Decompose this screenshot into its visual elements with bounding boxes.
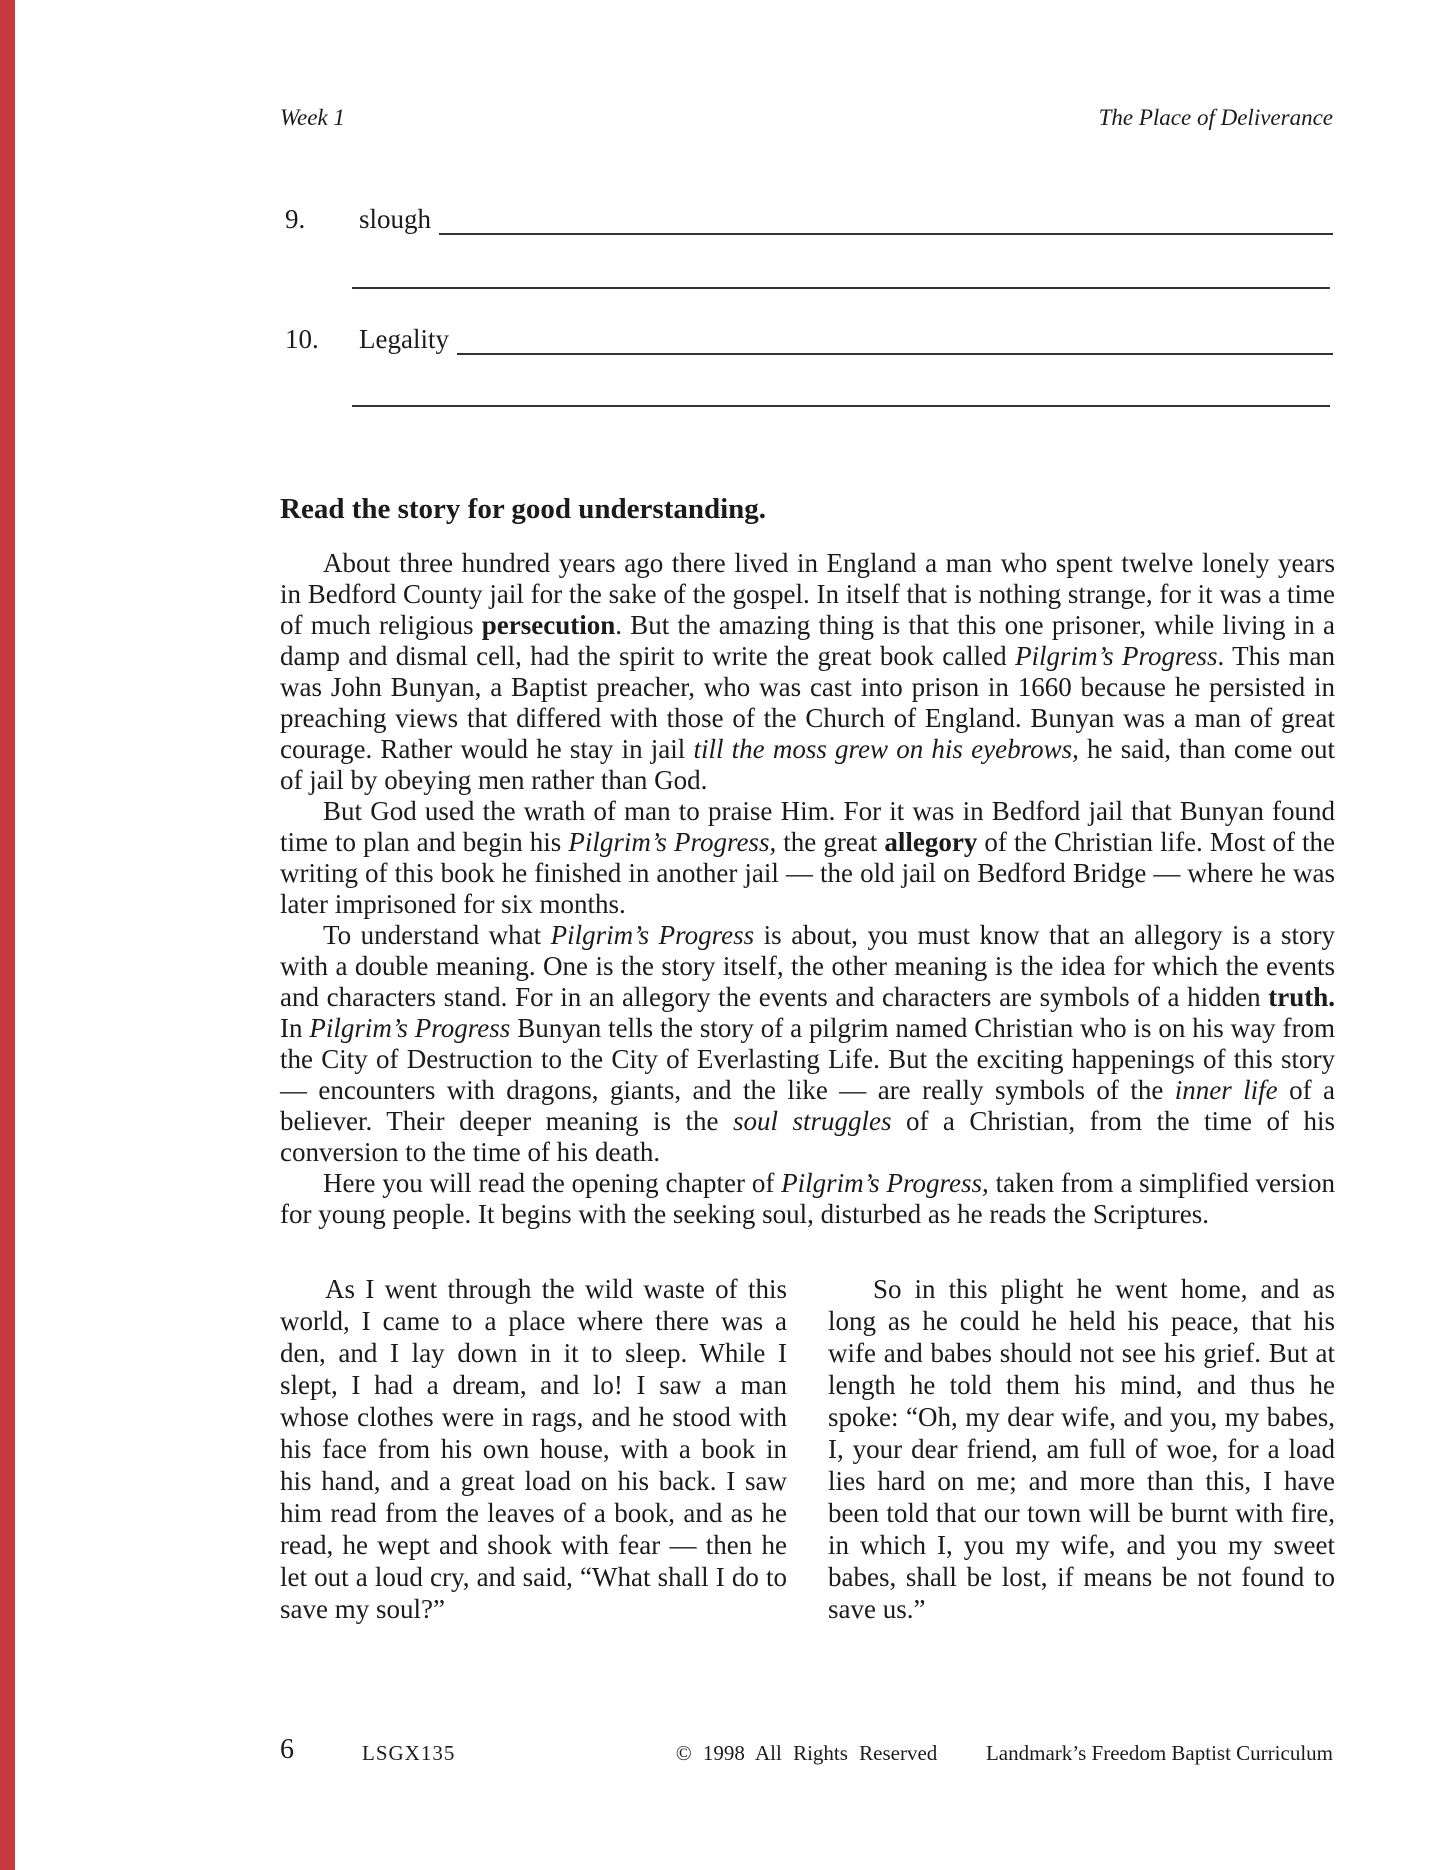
- story-paragraph-3: To understand what Pilgrim’s Progress is about, you must know that an allegory is a story with a double meaning. One is the story itself, the other meaning is the idea for which the events and characters stand. For in an allegory the events and characters are symbols of a hidden truth. In Pilgrim’s Progress Bunyan tells the story of a pilgrim named Christian who is on his way from the City of Destruction to the City of Everlasting Life. But the exciting happenings of this story — encounters with dragons, giants, and the like — are really symbols of the inner life of a believer. Their deeper meaning is the soul struggles of a Christian, from the time of his conversion to the time of his death.: [280, 920, 1335, 1167]
- item-number: 10.: [285, 324, 319, 354]
- item-term: slough: [359, 204, 432, 234]
- item-number: 9.: [285, 204, 306, 234]
- answer-blank-line: [352, 405, 1330, 407]
- vocab-item-10: [285, 323, 1333, 356]
- page-edge-stripe: [0, 0, 15, 1870]
- vocab-item-9: [285, 203, 1333, 236]
- story-section: [280, 492, 1335, 1230]
- copyright-notice: © 1998 All Rights Reserved: [675, 1741, 938, 1765]
- page-header: [280, 104, 1333, 132]
- answer-blank-line: [439, 203, 1333, 235]
- header-week-label: Week 1: [280, 105, 345, 130]
- section-heading: Read the story for good understanding.: [280, 493, 767, 525]
- story-column-right: So in this plight he went home, and as long as he could he held his peace, that his wife and babes should not see his grief. But at length he told them his mind, and thus he spoke: “Oh, my dear wife, and you, my babes, I, your dear friend, am full of woe, for a load lies hard on me; and more than this, I have been told that our town will be burnt with fire, in which I, you my wife, and you my sweet babes, shall be lost, if means be not found to save us.”: [828, 1274, 1335, 1624]
- story-paragraph-4: Here you will read the opening chapter of Pilgrim’s Progress, taken from a simplified version for young people. It begins with the seeking soul, disturbed as he reads the Scriptures.: [280, 1168, 1335, 1229]
- story-excerpt-columns: [280, 1273, 1335, 1625]
- publisher-name: Landmark’s Freedom Baptist Curriculum: [985, 1741, 1333, 1765]
- story-column-left: As I went through the wild waste of this world, I came to a place where there was a den, and I lay down in it to sleep. While I slept, I had a dream, and lo! I saw a man whose clothes were in rags, and he stood with his face from his own house, with a book in his hand, and a great load on his back. I saw him read from the leaves of a book, and as he read, he wept and shook with fear — then he let out a loud cry, and said, “What shall I do to save my soul?”: [280, 1274, 787, 1624]
- page-footer: [280, 1734, 1333, 1778]
- story-paragraph-1: About three hundred years ago there lived in England a man who spent twelve lonely years in Bedford County jail for the sake of the gospel. In itself that is nothing strange, for it was a time of much religious persecution. But the amazing thing is that this one prisoner, while living in a damp and dismal cell, had the spirit to write the great book called Pilgrim’s Progress. This man was John Bunyan, a Baptist preacher, who was cast into prison in 1660 because he persisted in preaching views that differed with those of the Church of England. Bunyan was a man of great courage. Rather would he stay in jail till the moss grew on his eyebrows, he said, than come out of jail by obeying men rather than God.: [280, 548, 1336, 795]
- catalog-code: LSGX135: [362, 1741, 456, 1765]
- answer-blank-line: [457, 323, 1333, 355]
- answer-blank-line: [352, 287, 1330, 289]
- page-number: 6: [280, 1734, 294, 1765]
- item-term: Legality: [359, 324, 449, 354]
- story-paragraph-2: But God used the wrath of man to praise Him. For it was in Bedford jail that Bunyan found time to plan and begin his Pilgrim’s Progress, the great allegory of the Christian life. Most of the writing of this book he finished in another jail — the old jail on Bedford Bridge — where he was later imprisoned for six months.: [280, 796, 1335, 919]
- header-chapter-title: The Place of Deliverance: [1098, 105, 1333, 130]
